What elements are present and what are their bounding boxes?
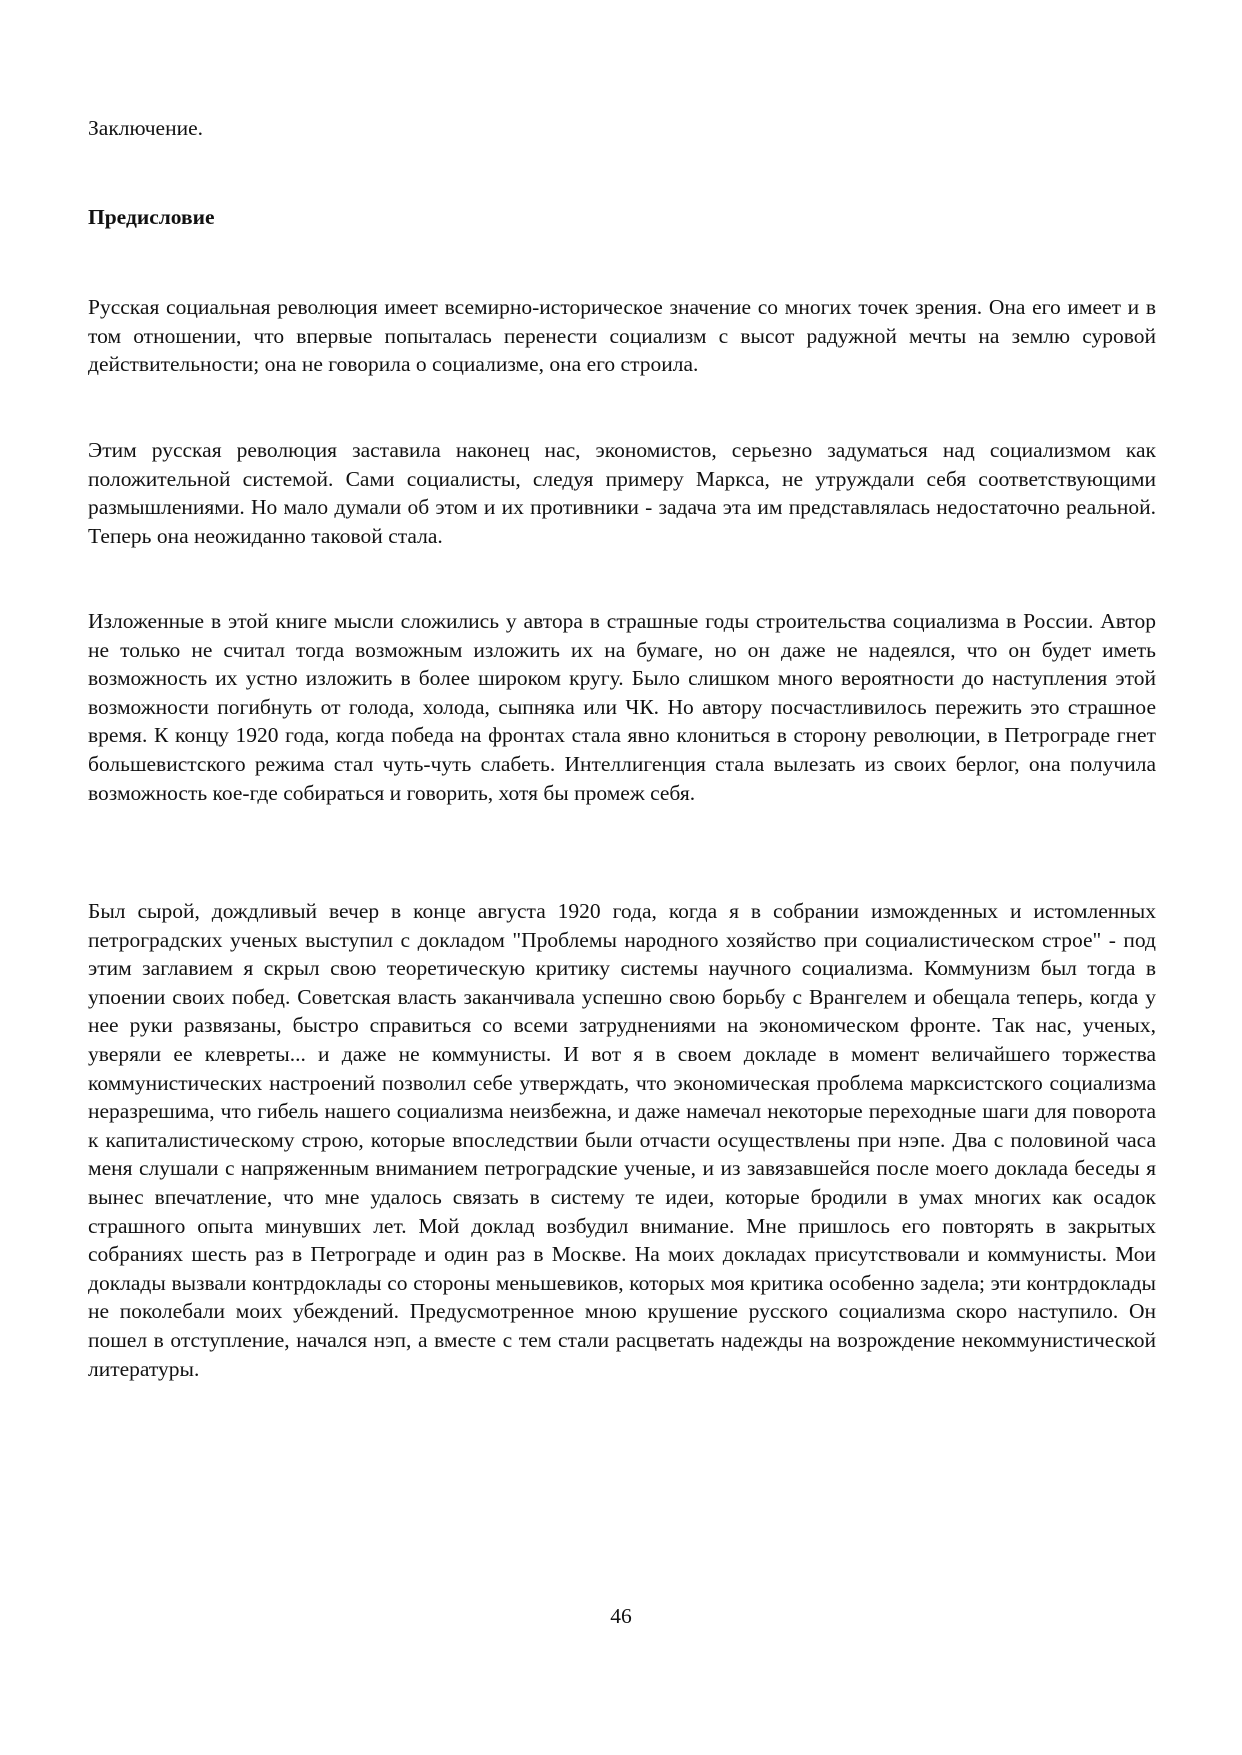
heading-preface: Предисловие [88,205,215,229]
paragraph-1: Русская социальная революция имеет всемирно-историческое значение со многих точек зрения. Она его имеет и в том отношении, что впервые попыталась перенести социализм с высот радужной мечты на землю суровой действительности; она не говорила о социализме, она его строила. [88,295,1156,377]
page-number: 46 [610,1604,632,1628]
paragraph-2: Этим русская революция заставила наконец нас, экономистов, серьезно задуматься над социализмом как положительной системой. Сами социалисты, следуя примеру Маркса, не утруждали себя соответствующими размышлениями. Но мало думали об этом и их противники - задача эта им представлялась недостаточно реальной. Теперь она неожиданно таковой стала. [88,438,1156,548]
section-title: Заключение. [88,116,204,140]
paragraph-4: Был сырой, дождливый вечер в конце августа 1920 года, когда я в собрании изможденных и истомленных петроградских ученых выступил с докладом "Проблемы народного хозяйство при социалистическом строе" - под этим заглавием я скрыл свою теоретическую критику системы научного социализма. Коммунизм был тогда в упоении своих побед. Советская власть заканчивала успешно свою борьбу с Врангелем и обещала теперь, когда у нее руки развязаны, быстро справиться со всеми затруднениями на экономическом фронте. Так нас, ученых, уверяли ее клевреты... и даже не коммунисты. И вот я в своем докладе в момент величайшего торжества коммунистических настроений позволил себе утверждать, что экономическая проблема марксистского социализма неразрешима, что гибель нашего социализма неизбежна, и даже намечал некоторые переходные шаги для поворота к капиталистическому строю, которые впоследствии были отчасти осуществлены при нэпе. Два с половиной часа меня слушали с напряженным вниманием петроградские ученые, и из завязавшейся после моего доклада беседы я вынес впечатление, что мне удалось связать в систему те идеи, которые бродили в умах многих как осадок страшного опыта минувших лет. Мой доклад возбудил внимание. Мне пришлось его повторять в закрытых собраниях шесть раз в Петрограде и один раз в Москве. На моих докладах присутствовали и коммунисты. Мои доклады вызвали контрдоклады со стороны меньшевиков, которых моя критика особенно задела; эти контрдоклады не поколебали моих убеждений. Предусмотренное мною крушение русского социализма скоро наступило. Он пошел в отступление, начался нэп, а вместе с тем стали расцветать надежды на возрождение некоммунистической литературы. [88,899,1156,1381]
paragraph-3: Изложенные в этой книге мысли сложились у автора в страшные годы строительства социализма в России. Автор не только не считал тогда возможным изложить их на бумаге, но он даже не надеялся, что он будет иметь возможность их устно изложить в более широком кругу. Было слишком много вероятности до наступления этой возможности погибнуть от голода, холода, сыпняка или ЧК. Но автору посчастливилось пережить это страшное время. К концу 1920 года, когда победа на фронтах стала явно клониться в сторону революции, в Петрограде гнет большевистского режима стал чуть-чуть слабеть. Интеллигенция стала вылезать из своих берлог, она получила возможность кое-где собираться и говорить, хотя бы промеж себя. [88,609,1156,805]
